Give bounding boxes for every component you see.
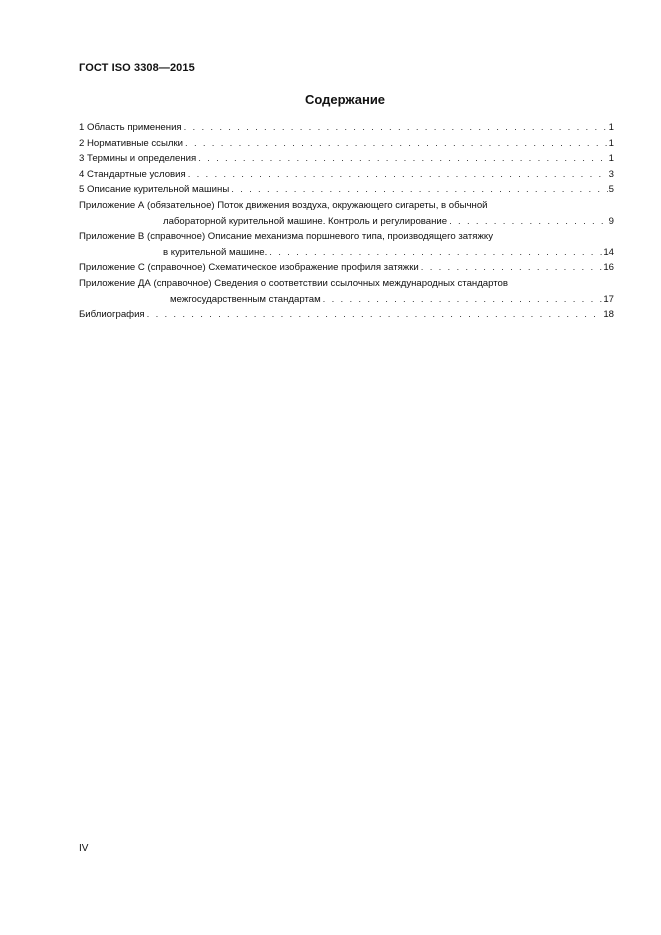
toc-entry-annex-a[interactable] <box>79 198 614 229</box>
toc-entry-label: 1 Область применения <box>79 122 182 133</box>
annex-prefix: Приложение ДА (справочное) <box>79 277 212 289</box>
leader-dots <box>231 182 607 198</box>
leader-dots <box>185 136 608 152</box>
leader-dots <box>198 151 607 167</box>
toc-entry-label: 5 Описание курительной машины <box>79 184 230 196</box>
toc-entry-bibliography[interactable] <box>79 307 614 323</box>
toc-entry-scope[interactable] <box>79 120 614 136</box>
toc-entry-page: 16 <box>603 262 614 274</box>
toc-entry-label: 2 Нормативные ссылки <box>79 137 184 149</box>
toc-entry-annex-c[interactable] <box>79 260 614 276</box>
toc-entry-standard-conditions[interactable] <box>79 167 614 183</box>
toc-entry-page: 1 <box>608 153 614 165</box>
leader-dots <box>147 307 603 323</box>
annex-title-line1: Поток движения воздуха, окружающего сигареты, в обычной <box>214 199 488 211</box>
toc-entry-machine-description[interactable] <box>79 182 614 198</box>
toc-title: Содержание <box>304 92 386 107</box>
toc-entry-page: 17 <box>603 293 614 305</box>
annex-prefix: Приложение А (обязательное) <box>79 199 215 211</box>
toc-entry-normative-references[interactable] <box>79 136 614 152</box>
toc-entry-label: 3 Термины и определения <box>79 153 197 165</box>
document-header: ГОСТ ISO 3308—2015 <box>79 62 195 74</box>
toc-entry-page: 1 <box>608 122 614 133</box>
annex-title-line1: Схематическое изображение профиля затяжки <box>205 262 419 274</box>
toc-entry-page: 3 <box>608 168 614 180</box>
annex-prefix: Приложение В (справочное) <box>79 231 206 243</box>
annex-title-line1: Описание механизма поршневого типа, производящего затяжку <box>205 231 494 243</box>
leader-dots <box>323 292 603 308</box>
annex-title-line2: лабораторной курительной машине. Контроль и регулирование <box>163 215 448 227</box>
toc-entry-page: 18 <box>603 309 614 321</box>
leader-dots <box>449 214 608 230</box>
leader-dots <box>421 260 603 276</box>
page-number: IV <box>79 843 89 854</box>
leader-dots <box>184 120 608 136</box>
toc-entry-label: 4 Стандартные условия <box>79 168 186 180</box>
table-of-contents <box>79 120 614 323</box>
annex-prefix: Приложение С (справочное) <box>79 262 206 274</box>
toc-entry-page: 1 <box>608 137 614 149</box>
toc-entry-page: 5 <box>608 184 614 196</box>
annex-title <box>79 260 421 276</box>
toc-entry-page: 9 <box>608 215 614 227</box>
toc-entry-annex-b[interactable] <box>79 229 614 260</box>
toc-entry-annex-da[interactable] <box>79 276 614 307</box>
annex-title-line1: Сведения о соответствии ссылочных международных стандартов <box>211 277 508 289</box>
toc-entry-label: Библиография <box>79 309 145 321</box>
leader-dots <box>188 167 608 183</box>
annex-title-line2: межгосударственным стандартам <box>170 293 321 305</box>
annex-title-line2: в курительной машине. <box>163 246 268 258</box>
leader-dots <box>269 245 602 261</box>
toc-entry-terms-definitions[interactable] <box>79 151 614 167</box>
toc-entry-page: 14 <box>603 246 614 258</box>
